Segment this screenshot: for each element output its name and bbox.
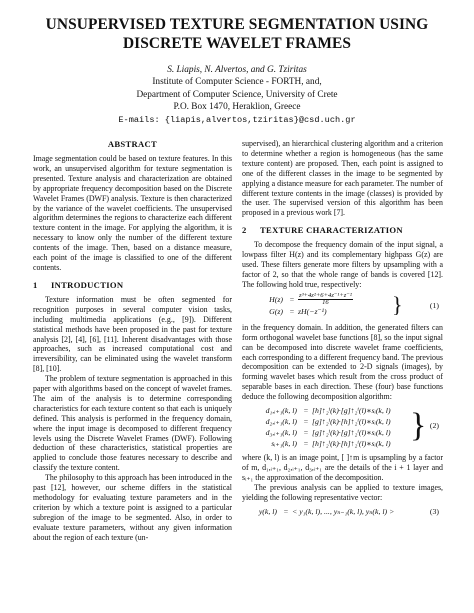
eq1-right-brace: } bbox=[392, 291, 403, 317]
eq3-equals: = bbox=[283, 507, 289, 517]
eq1-fraction bbox=[298, 293, 353, 307]
eq1-lhs-h: H(z) bbox=[269, 294, 283, 304]
eq2-right-brace: } bbox=[410, 407, 427, 445]
section-1-number: 1 bbox=[33, 279, 38, 290]
abstract-text: Image segmentation could be based on texture features. In this work, an unsupervised algorithm for texture segmentation is presented. Texture analysis and characterization are obtained by appropriate frequency decomposition based on the Discrete Wavelet Frames (DWF) analysis. Texture is then characterized by the variance of the wavelet coefficients. The unsupervised algorithm determines the regions to characterize each different texture content in the image. For applying the algorithm, it is necessary to know only the number of the different texture contents of the image. Then, based on a distance measure, each point of the image is classified to one of the different contents. bbox=[33, 154, 232, 272]
eq1-numerator: z³+4z²+6+4z⁻¹+z⁻² bbox=[299, 291, 352, 299]
eq1-lhs-g: G(z) bbox=[269, 307, 283, 317]
eq2-lhs-2: d₂,ᵢ₊₁(k, l) bbox=[265, 416, 297, 426]
left-column bbox=[33, 139, 232, 543]
texture-paragraph-1: To decompose the frequency domain of the input signal, a lowpass filter H(z) and its complementary highpass G(z) are used. These filters generate more filters by upsampling with a factor of 2, so that the whole range of bands is covered [12]. The following hold true, respectively: bbox=[242, 240, 443, 289]
right-column bbox=[242, 139, 443, 521]
email-line: E-mails: {liapis,alvertos,tziritas}@csd.uch.gr bbox=[118, 114, 356, 125]
texture-paragraph-2: in the frequency domain. In addition, the generated filters can form orthogonal wavelet base functions [8], so the input signal can be decomposed into discrete wavelet frame coefficients, each corresponding to a different frequency band. The previous decomposition can be extended to 2-D signals (images), by forming wavelet bases which result from the cross product of separable bases in each direction. These (four) base functions deduce the following decomposition algorithm: bbox=[242, 322, 443, 402]
intro-paragraph-3: The philosophy to this approach has been introduced in the past [12], however, our scheme differs in the statistical methodology for evaluating texture parameters and in the criterion by which a texture point is assigned to a particular subregion of the image to be segmented. Also, in order to evaluate texture parameters, without any given information about the region of each texture (un- bbox=[33, 473, 232, 542]
section-2-heading bbox=[242, 225, 443, 236]
intro-paragraph-2: The problem of texture segmentation is approached in this paper with algorithms based on the concept of wavelet frames. The aim of the analysis is to determine corresponding characteristics for each texture content so that each is uniquely defined. This analysis is performed in the frequency domain, where the input image is decomposed to different frequency levels using the Discrete Wavelet Frames (DWF). Following deduction of these characteristics, statistical properties are applied to conclude those features necessary to describe and classify the texture content. bbox=[33, 374, 232, 473]
eq3-lhs: y(k, l) bbox=[258, 507, 277, 517]
section-2-title: TEXTURE CHARACTERIZATION bbox=[260, 225, 403, 236]
eq2-rhs-1: [h]↑₂ⁱ(k)·[g]↑₂ⁱ(l)∗sᵢ(k, l) bbox=[312, 405, 391, 415]
eq3-rhs: < y₁(k, l), ..., yₙ₋₁(k, l), yₙ(k, l) > bbox=[292, 507, 395, 517]
title-line-2: DISCRETE WAVELET FRAMES bbox=[122, 35, 352, 52]
eq2-lhs-4: sᵢ₊₁(k, l) bbox=[271, 438, 297, 448]
postal-address: P.O. Box 1470, Heraklion, Greece bbox=[173, 102, 301, 113]
section-1-title: INTRODUCTION bbox=[51, 279, 124, 290]
intro-paragraph-1: Texture information must be often segmented for recognition purposes in several computer vision tasks, including multimedia applications (e.g., [9]). Different statistical methods have been proposed in the past for texture analysis [2], [4], [6], [11]. Inherent disadvantages with those approaches, such as increased computational cost and irreversibility, can be eliminated using the wavelet transform [8], [10]. bbox=[33, 294, 232, 374]
equation-3 bbox=[242, 507, 443, 521]
section-2-number: 2 bbox=[242, 225, 247, 236]
equation-1 bbox=[242, 293, 443, 319]
title-line-1: UNSUPERVISED TEXTURE SEGMENTATION USING bbox=[45, 16, 429, 33]
eq2-lhs-1: d₁,ᵢ₊₁(k, l) bbox=[265, 405, 297, 415]
eq2-number: (2) bbox=[429, 421, 439, 431]
eq2-equals-4: = bbox=[303, 438, 309, 448]
affiliation-2: Department of Computer Science, University of Crete bbox=[136, 89, 338, 100]
eq2-rhs-2: [g]↑₂ⁱ(k)·[h]↑₂ⁱ(l)∗sᵢ(k, l) bbox=[312, 416, 391, 426]
eq2-equals-2: = bbox=[303, 416, 309, 426]
paper-title bbox=[20, 15, 454, 53]
section-1-heading bbox=[33, 280, 232, 291]
eq1-denominator: 16 bbox=[322, 299, 329, 307]
eq2-rhs-3: [g]↑₂ⁱ(k)·[g]↑₂ⁱ(l)∗sᵢ(k, l) bbox=[312, 427, 391, 437]
texture-paragraph-4: The previous analysis can be applied to texture images, yielding the following representative vector: bbox=[242, 482, 443, 502]
eq2-lhs-3: d₃,ᵢ₊₁(k, l) bbox=[265, 427, 297, 437]
author-names: S. Liapis, N. Alvertos, and G. Tziritas bbox=[167, 65, 307, 75]
eq1-rhs-h bbox=[298, 293, 443, 307]
equation-2 bbox=[242, 405, 443, 449]
eq1-rhs-g: zH(−z⁻¹) bbox=[298, 307, 327, 317]
eq1-number: (1) bbox=[429, 300, 439, 310]
eq2-equals-3: = bbox=[303, 427, 309, 437]
author-block bbox=[20, 64, 454, 126]
eq2-equals-1: = bbox=[303, 405, 309, 415]
texture-paragraph-3: where (k, l) is an image point, [ ]↑m is upsampling by a factor of m, d₁,ᵢ₊₁, d₂,ᵢ₊₁, d₃,ᵢ₊₁ are the details of the i + 1 layer and sᵢ₊₁ the approximation of the decomposition. bbox=[242, 453, 443, 482]
abstract-heading: ABSTRACT bbox=[107, 139, 158, 149]
eq3-number: (3) bbox=[429, 506, 439, 516]
eq1-equals-1: = bbox=[289, 294, 295, 304]
affiliation-1: Institute of Computer Science - FORTH, and, bbox=[152, 77, 322, 88]
intro-paragraph-3-continued: supervised), an hierarchical clustering algorithm and a criterion to determine whether a region is homogeneous (has the same texture content) are proposed. Then, each point is assigned to one of the different classes in the image to be segmented by applying a distance measure for each parameter. The number of different texture contents in the image (classes) is provided by the user. The supervised version of this algorithm has been proposed in a previous work [7]. bbox=[242, 139, 443, 218]
eq1-equals-2: = bbox=[289, 307, 295, 317]
eq2-rhs-4: [h]↑₂ⁱ(k)·[h]↑₂ⁱ(l)∗sᵢ(k, l) bbox=[312, 438, 391, 448]
